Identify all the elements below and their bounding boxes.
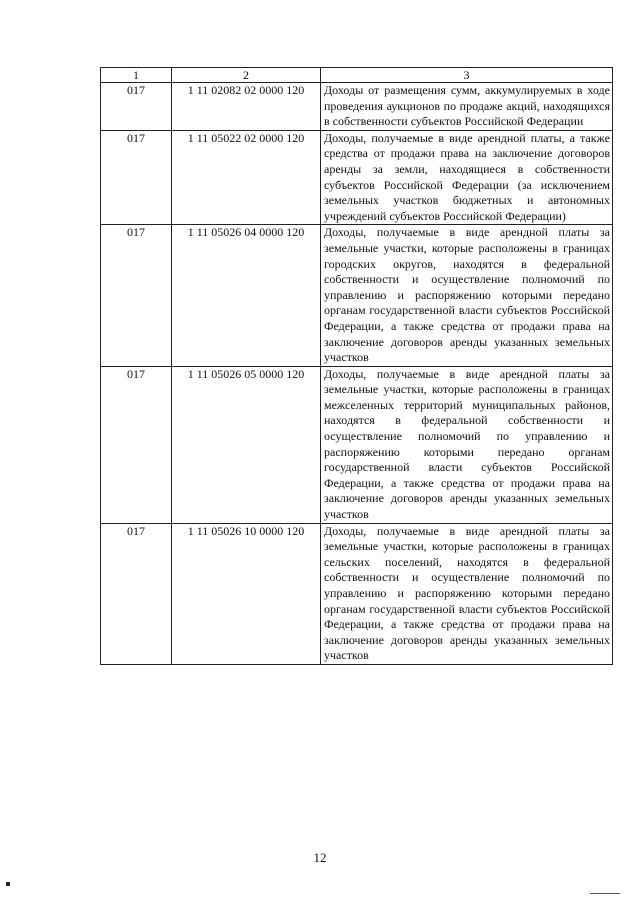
table-row xyxy=(101,225,613,366)
admin-code-cell: 017 xyxy=(101,225,172,366)
kbk-code-cell: 1 11 05026 05 0000 120 xyxy=(172,366,321,523)
kbk-code-cell: 1 11 05026 04 0000 120 xyxy=(172,225,321,366)
kbk-code-cell: 1 11 05022 02 0000 120 xyxy=(172,130,321,225)
admin-code-cell: 017 xyxy=(101,523,172,664)
page-number: 12 xyxy=(313,850,327,865)
column-header-3: 3 xyxy=(321,68,613,83)
table-row xyxy=(101,130,613,225)
table-row xyxy=(101,83,613,131)
admin-code-cell: 017 xyxy=(101,130,172,225)
footer-rule xyxy=(590,893,620,894)
column-header-2: 2 xyxy=(172,68,321,83)
description-cell: Доходы от размещения сумм, аккумулируемых в ходе проведения аукционов по продаже акций, находящихся в собственности субъектов Российской Федерации xyxy=(321,83,613,131)
table-row xyxy=(101,523,613,664)
description-cell: Доходы, получаемые в виде арендной платы за земельные участки, которые расположены в границах сельских поселений, находятся в федеральной собственности и осуществление полномочий по управлению и распоряжению которыми передано органам государственной власти субъектов Российской Федерации, а также средства от продажи права на заключение договоров аренды указанных земельных участков xyxy=(321,523,613,664)
kbk-code-cell: 1 11 05026 10 0000 120 xyxy=(172,523,321,664)
scan-mark xyxy=(6,882,10,886)
column-header-1: 1 xyxy=(101,68,172,83)
revenue-codes-table xyxy=(100,67,613,665)
description-cell: Доходы, получаемые в виде арендной платы за земельные участки, которые расположены в границах межселенных территорий муниципальных районов, находятся в федеральной собственности и осуществление полномочий по управлению и распоряжению которыми передано органам государственной власти субъектов Российской Федерации, а также средства от продажи права на заключение договоров аренды указанных земельных участков xyxy=(321,366,613,523)
table-header-row xyxy=(101,68,613,83)
admin-code-cell: 017 xyxy=(101,366,172,523)
kbk-code-cell: 1 11 02082 02 0000 120 xyxy=(172,83,321,131)
description-cell: Доходы, получаемые в виде арендной платы за земельные участки, которые расположены в границах городских округов, находятся в федеральной собственности и осуществление полномочий по управлению и распоряжению которыми передано органам государственной власти субъектов Российской Федерации, а также средства от продажи права на заключение договоров аренды указанных земельных участков xyxy=(321,225,613,366)
table-row xyxy=(101,366,613,523)
admin-code-cell: 017 xyxy=(101,83,172,131)
description-cell: Доходы, получаемые в виде арендной платы, а также средства от продажи права на заключение договоров аренды за земли, находящиеся в собственности субъектов Российской Федерации (за исключением земельных участков бюджетных и автономных учреждений субъектов Российской Федерации) xyxy=(321,130,613,225)
